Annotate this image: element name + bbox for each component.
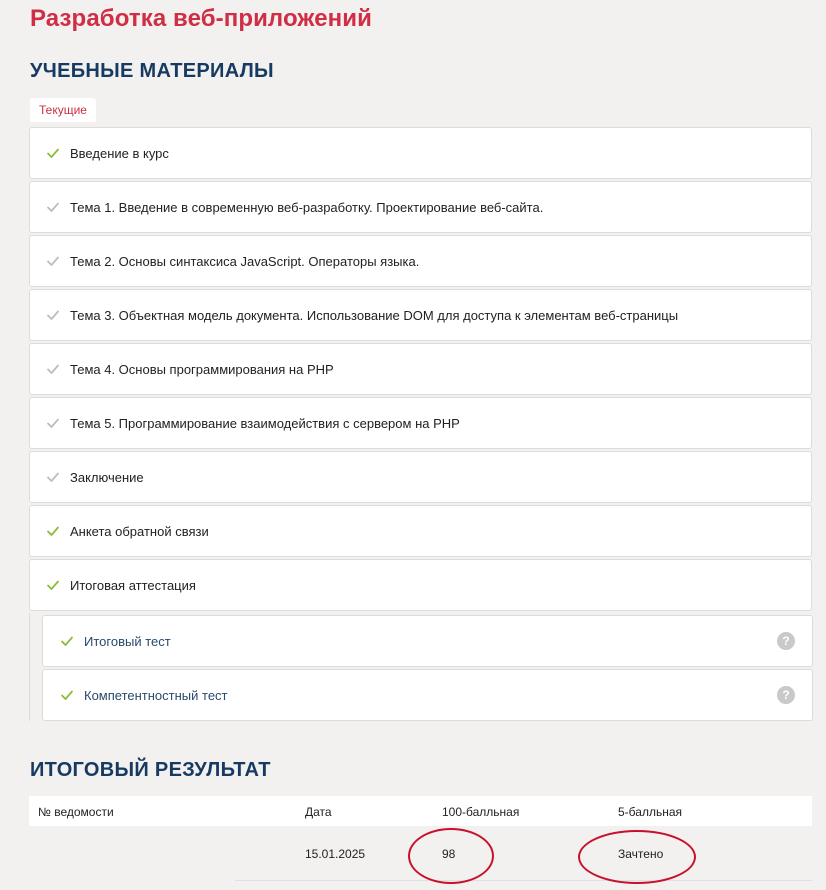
sub-item-competency-test[interactable] [42, 669, 813, 721]
help-icon[interactable]: ? [777, 686, 795, 704]
check-icon [46, 146, 60, 160]
module-label: Тема 1. Введение в современную веб-разработку. Проектирование веб-сайта. [70, 199, 544, 215]
check-icon [46, 362, 60, 376]
module-item-topic-4[interactable] [29, 343, 812, 395]
cell-score-100: 98 [442, 847, 456, 861]
check-icon [60, 634, 74, 648]
results-table-header [29, 796, 812, 826]
cell-score-5: Зачтено [618, 847, 664, 861]
module-label: Анкета обратной связи [70, 523, 209, 539]
check-icon [46, 524, 60, 538]
module-item-intro[interactable] [29, 127, 812, 179]
module-label: Тема 4. Основы программирования на PHP [70, 361, 334, 377]
module-label: Заключение [70, 469, 144, 485]
row-divider [235, 880, 812, 881]
result-section-title: ИТОГОВЫЙ РЕЗУЛЬТАТ [30, 759, 271, 781]
module-item-topic-3[interactable] [29, 289, 812, 341]
module-label: Введение в курс [70, 145, 169, 161]
annotation-circle-grade [578, 830, 696, 884]
check-icon [46, 200, 60, 214]
module-item-feedback[interactable] [29, 505, 812, 557]
sub-item-label: Итоговый тест [84, 633, 171, 649]
attestation-sub-list [29, 613, 813, 721]
column-header-date: Дата [305, 805, 332, 819]
column-header-score-100: 100-балльная [442, 805, 520, 819]
module-item-topic-2[interactable] [29, 235, 812, 287]
sub-item-final-test[interactable] [42, 615, 813, 667]
course-title: Разработка веб-приложений [30, 5, 372, 32]
module-label: Тема 2. Основы синтаксиса JavaScript. Операторы языка. [70, 253, 420, 269]
column-header-sheet-number: № ведомости [38, 805, 114, 819]
help-icon[interactable]: ? [777, 632, 795, 650]
check-icon [46, 470, 60, 484]
module-list [29, 127, 812, 613]
tab-current[interactable]: Текущие [30, 98, 96, 122]
sub-item-label: Компетентностный тест [84, 687, 228, 703]
module-label: Итоговая аттестация [70, 577, 196, 593]
check-icon [46, 308, 60, 322]
materials-section-title: УЧЕБНЫЕ МАТЕРИАЛЫ [30, 60, 274, 82]
check-icon [46, 578, 60, 592]
annotation-circle-score [408, 828, 494, 884]
module-item-topic-5[interactable] [29, 397, 812, 449]
module-item-conclusion[interactable] [29, 451, 812, 503]
module-item-topic-1[interactable] [29, 181, 812, 233]
column-header-score-5: 5-балльная [618, 805, 682, 819]
cell-date: 15.01.2025 [305, 847, 366, 861]
module-label: Тема 5. Программирование взаимодействия с сервером на PHP [70, 415, 460, 431]
module-item-final-attestation[interactable] [29, 559, 812, 611]
module-label: Тема 3. Объектная модель документа. Использование DOM для доступа к элементам веб-страницы [70, 307, 679, 323]
check-icon [60, 688, 74, 702]
check-icon [46, 416, 60, 430]
check-icon [46, 254, 60, 268]
